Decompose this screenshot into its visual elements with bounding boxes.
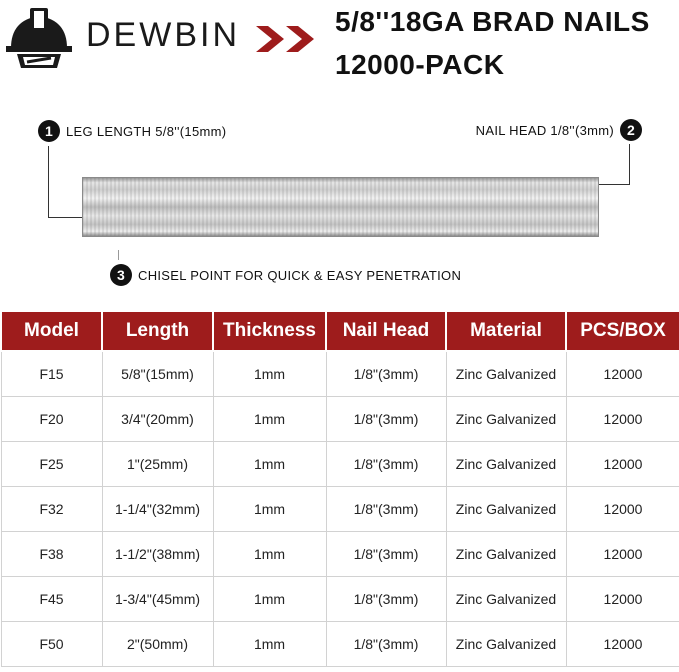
brand-name: DEWBIN <box>86 16 240 54</box>
table-row <box>1 577 679 622</box>
cell-length: 2"(50mm) <box>102 622 213 667</box>
callout-nail-head <box>476 119 642 141</box>
callout-label-leg-length: LEG LENGTH 5/8''(15mm) <box>66 123 227 139</box>
table-row <box>1 397 679 442</box>
cell-thickness: 1mm <box>213 351 326 397</box>
leader-line-2-horizontal <box>599 184 630 185</box>
cell-model: F25 <box>1 442 102 487</box>
table-row <box>1 622 679 667</box>
cell-material: Zinc Galvanized <box>446 397 566 442</box>
table-row <box>1 442 679 487</box>
header-model: Model <box>1 311 102 351</box>
cell-pcs-box: 12000 <box>566 397 679 442</box>
cell-thickness: 1mm <box>213 532 326 577</box>
callout-number-1: 1 <box>38 120 60 142</box>
header-thickness: Thickness <box>213 311 326 351</box>
cell-pcs-box: 12000 <box>566 577 679 622</box>
header-material: Material <box>446 311 566 351</box>
cell-nail-head: 1/8"(3mm) <box>326 622 446 667</box>
cell-thickness: 1mm <box>213 622 326 667</box>
cell-material: Zinc Galvanized <box>446 577 566 622</box>
cell-length: 1-1/2"(38mm) <box>102 532 213 577</box>
cell-material: Zinc Galvanized <box>446 532 566 577</box>
spec-table <box>0 310 679 667</box>
cell-model: F45 <box>1 577 102 622</box>
cell-thickness: 1mm <box>213 442 326 487</box>
table-row <box>1 351 679 397</box>
cell-thickness: 1mm <box>213 397 326 442</box>
cell-material: Zinc Galvanized <box>446 622 566 667</box>
cell-model: F20 <box>1 397 102 442</box>
cell-material: Zinc Galvanized <box>446 442 566 487</box>
cell-model: F50 <box>1 622 102 667</box>
cell-nail-head: 1/8"(3mm) <box>326 577 446 622</box>
cell-length: 1-3/4"(45mm) <box>102 577 213 622</box>
leader-line-3 <box>118 250 119 260</box>
header-nail-head: Nail Head <box>326 311 446 351</box>
cell-pcs-box: 12000 <box>566 622 679 667</box>
cell-pcs-box: 12000 <box>566 351 679 397</box>
callout-chisel-point <box>110 264 461 286</box>
cell-nail-head: 1/8"(3mm) <box>326 442 446 487</box>
cell-model: F32 <box>1 487 102 532</box>
brad-nail-strip-image <box>82 177 599 237</box>
double-chevron-icon <box>256 26 318 52</box>
cell-length: 5/8"(15mm) <box>102 351 213 397</box>
header-length: Length <box>102 311 213 351</box>
cell-model: F15 <box>1 351 102 397</box>
cell-thickness: 1mm <box>213 577 326 622</box>
cell-model: F38 <box>1 532 102 577</box>
table-header-row <box>1 311 679 351</box>
cell-pcs-box: 12000 <box>566 487 679 532</box>
callout-number-3: 3 <box>110 264 132 286</box>
cell-material: Zinc Galvanized <box>446 487 566 532</box>
hard-hat-logo-icon <box>3 2 75 74</box>
table-row <box>1 532 679 577</box>
table-row <box>1 487 679 532</box>
callout-number-2: 2 <box>620 119 642 141</box>
cell-pcs-box: 12000 <box>566 532 679 577</box>
cell-nail-head: 1/8"(3mm) <box>326 397 446 442</box>
leader-line-1-vertical <box>48 146 49 218</box>
cell-nail-head: 1/8"(3mm) <box>326 487 446 532</box>
leader-line-1-horizontal <box>48 217 82 218</box>
callout-label-nail-head: NAIL HEAD 1/8''(3mm) <box>475 122 614 138</box>
cell-nail-head: 1/8"(3mm) <box>326 351 446 397</box>
cell-length: 1-1/4"(32mm) <box>102 487 213 532</box>
cell-pcs-box: 12000 <box>566 442 679 487</box>
product-subtitle: 12000-PACK <box>335 49 505 80</box>
cell-material: Zinc Galvanized <box>446 351 566 397</box>
cell-length: 3/4"(20mm) <box>102 397 213 442</box>
cell-thickness: 1mm <box>213 487 326 532</box>
callout-leg-length <box>38 120 226 142</box>
callout-label-chisel-point: CHISEL POINT FOR QUICK & EASY PENETRATION <box>138 267 462 283</box>
product-title: 5/8''18GA BRAD NAILS <box>335 6 650 37</box>
cell-nail-head: 1/8"(3mm) <box>326 532 446 577</box>
header-pcs-box: PCS/BOX <box>566 311 679 351</box>
leader-line-2-vertical <box>629 144 630 185</box>
cell-length: 1"(25mm) <box>102 442 213 487</box>
